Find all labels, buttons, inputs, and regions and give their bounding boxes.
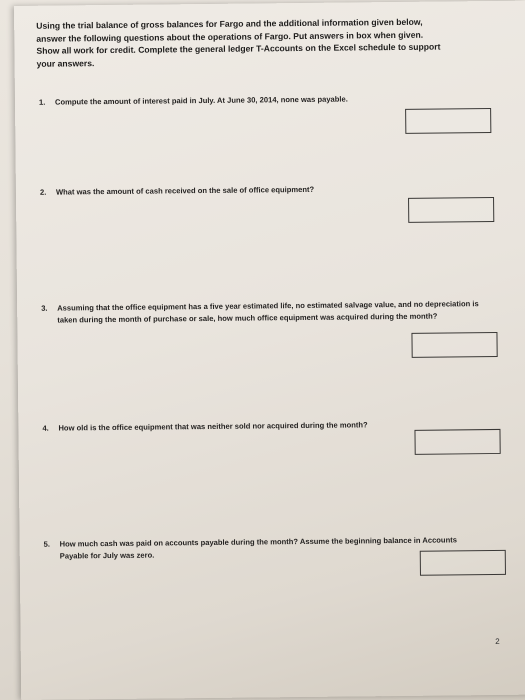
question-text: How much cash was paid on accounts payable during the month? Assume the beginning balance in Accounts Payable for July was zero. xyxy=(59,535,457,561)
answer-box-3[interactable] xyxy=(411,332,497,358)
question-text: Assuming that the office equipment has a five year estimated life, no estimated salvage value, and no depreciation is taken during the month of purchase or sale, how much office equipment was acquired during the month? xyxy=(57,299,479,325)
instructions-line-3: Show all work for credit. Complete the general ledger T-Accounts on the Excel schedule to support xyxy=(36,41,441,56)
question-text: Compute the amount of interest paid in July. At June 30, 2014, none was payable. xyxy=(54,94,348,107)
instructions-line-4: your answers. xyxy=(36,57,95,69)
question-5 xyxy=(44,534,484,563)
answer-box-4[interactable] xyxy=(414,429,500,455)
question-2 xyxy=(40,182,480,199)
question-number: 4. xyxy=(42,423,49,433)
question-number: 5. xyxy=(43,539,51,549)
instructions-paragraph xyxy=(36,15,497,70)
question-text: What was the amount of cash received on the sale of office equipment? xyxy=(55,184,315,197)
question-number: 1. xyxy=(38,97,46,107)
worksheet-page xyxy=(14,1,525,700)
instructions-line-2: answer the following questions about the operations of Fargo. Put answers in box when given. xyxy=(36,29,424,44)
question-text: How old is the office equipment that was neither sold nor acquired during the month? xyxy=(58,420,368,433)
question-number: 2. xyxy=(39,187,47,197)
answer-box-2[interactable] xyxy=(408,197,494,223)
instructions-line-1: Using the trial balance of gross balances for Fargo and the additional information given below, xyxy=(36,16,423,31)
answer-box-5[interactable] xyxy=(420,550,506,576)
answer-box-1[interactable] xyxy=(405,108,491,134)
page-number: 2 xyxy=(495,636,500,646)
question-1 xyxy=(39,92,479,109)
question-3 xyxy=(41,298,481,327)
question-number: 3. xyxy=(41,303,48,313)
